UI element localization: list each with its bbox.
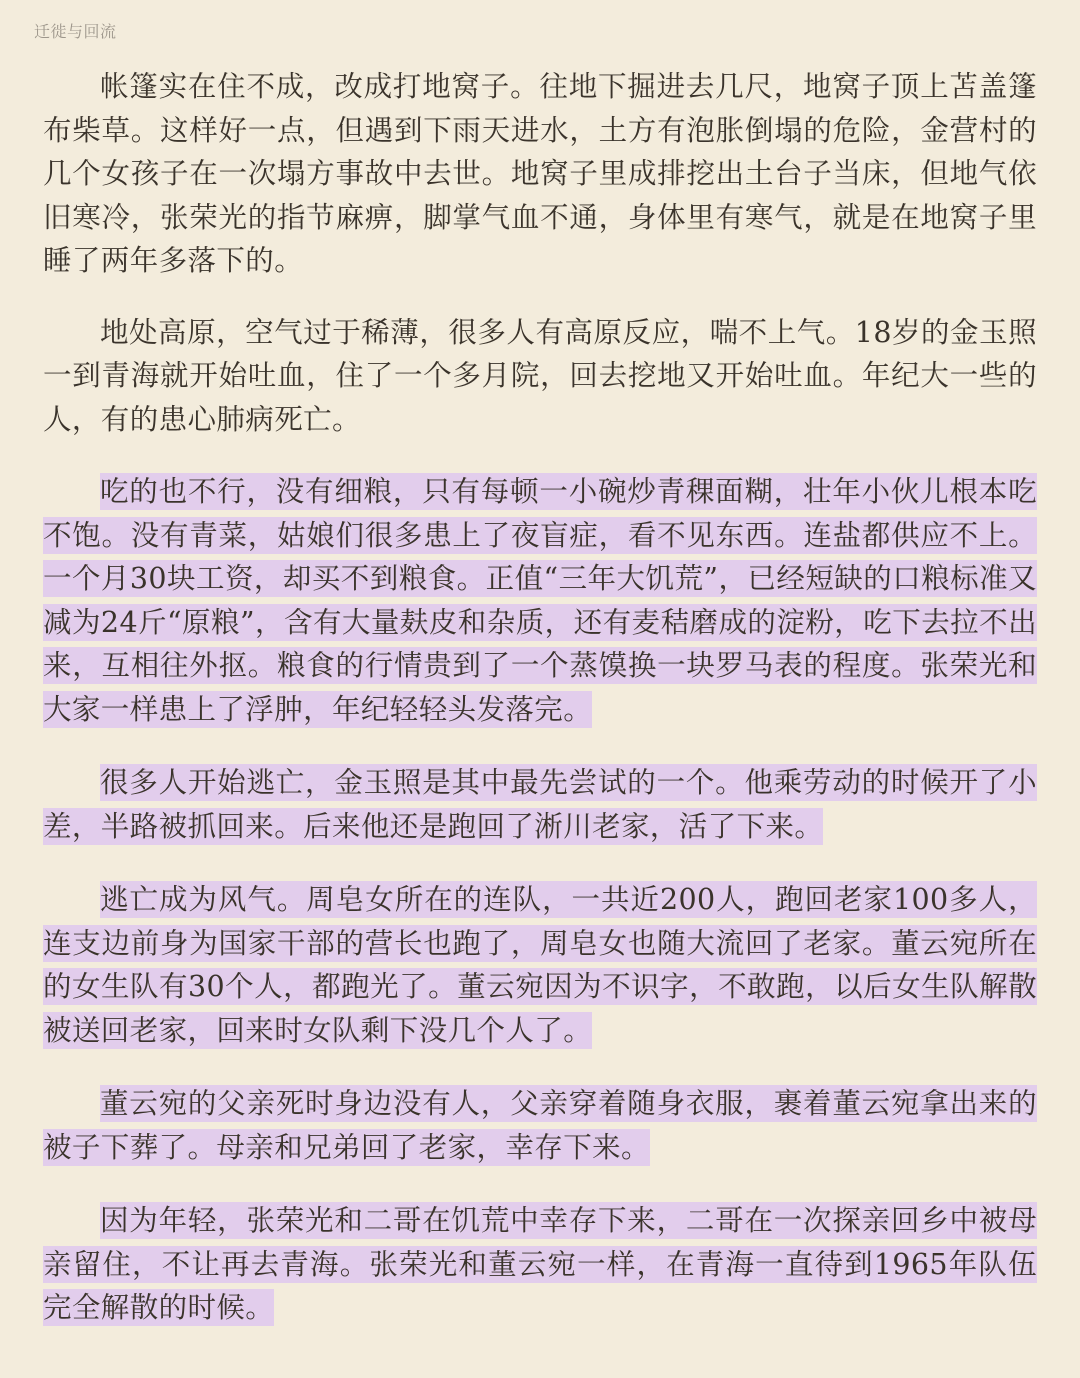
highlighted-text[interactable]: 很多人开始逃亡，金玉照是其中最先尝试的一个。他乘劳动的时候开了小差，半路被抓回来。后来他还是跑回了淅川老家，活了下来。 (43, 766, 1037, 843)
highlighted-paragraph (43, 1199, 1037, 1330)
highlighted-paragraph (43, 470, 1037, 731)
paragraph (43, 311, 1037, 442)
highlighted-text[interactable]: 吃的也不行，没有细粮，只有每顿一小碗炒青稞面糊，壮年小伙儿根本吃不饱。没有青菜，姑娘们很多患上了夜盲症，看不见东西。连盐都供应不上。一个月30块工资，却买不到粮食。正值“三年大饥荒”，已经短缺的口粮标准又减为24斤“原粮”，含有大量麸皮和杂质，还有麦秸磨成的淀粉，吃下去拉不出来，互相往外抠。粮食的行情贵到了一个蒸馍换一块罗马表的程度。张荣光和大家一样患上了浮肿，年纪轻轻头发落完。 (43, 475, 1037, 726)
highlighted-paragraph (43, 1082, 1037, 1169)
highlighted-text[interactable]: 董云宛的父亲死时身边没有人，父亲穿着随身衣服，裹着董云宛拿出来的被子下葬了。母亲和兄弟回了老家，幸存下来。 (43, 1087, 1037, 1164)
paragraph-text: 帐篷实在住不成，改成打地窝子。往地下掘进去几尺，地窝子顶上苫盖篷布柴草。这样好一点，但遇到下雨天进水，土方有泡胀倒塌的危险，金营村的几个女孩子在一次塌方事故中去世。地窝子里成排挖出土台子当床，但地气依旧寒冷，张荣光的指节麻痹，脚掌气血不通，身体里有寒气，就是在地窝子里睡了两年多落下的。 (43, 70, 1037, 277)
paragraph-text: 地处高原，空气过于稀薄，很多人有高原反应，喘不上气。18岁的金玉照一到青海就开始吐血，住了一个多月院，回去挖地又开始吐血。年纪大一些的人，有的患心肺病死亡。 (43, 315, 1037, 436)
highlighted-text[interactable]: 因为年轻，张荣光和二哥在饥荒中幸存下来，二哥在一次探亲回乡中被母亲留住，不让再去青海。张荣光和董云宛一样，在青海一直待到1965年队伍完全解散的时候。 (43, 1204, 1037, 1324)
paragraph (43, 65, 1037, 283)
highlighted-paragraph (43, 878, 1037, 1052)
chapter-title: 迁徙与回流 (34, 22, 117, 41)
highlighted-paragraph (43, 761, 1037, 848)
article-body (43, 65, 1037, 1358)
highlighted-text[interactable]: 逃亡成为风气。周皂女所在的连队，一共近200人，跑回老家100多人，连支边前身为国家干部的营长也跑了，周皂女也随大流回了老家。董云宛所在的女生队有30个人，都跑光了。董云宛因为不识字，不敢跑，以后女生队解散被送回老家，回来时女队剩下没几个人了。 (43, 883, 1037, 1047)
